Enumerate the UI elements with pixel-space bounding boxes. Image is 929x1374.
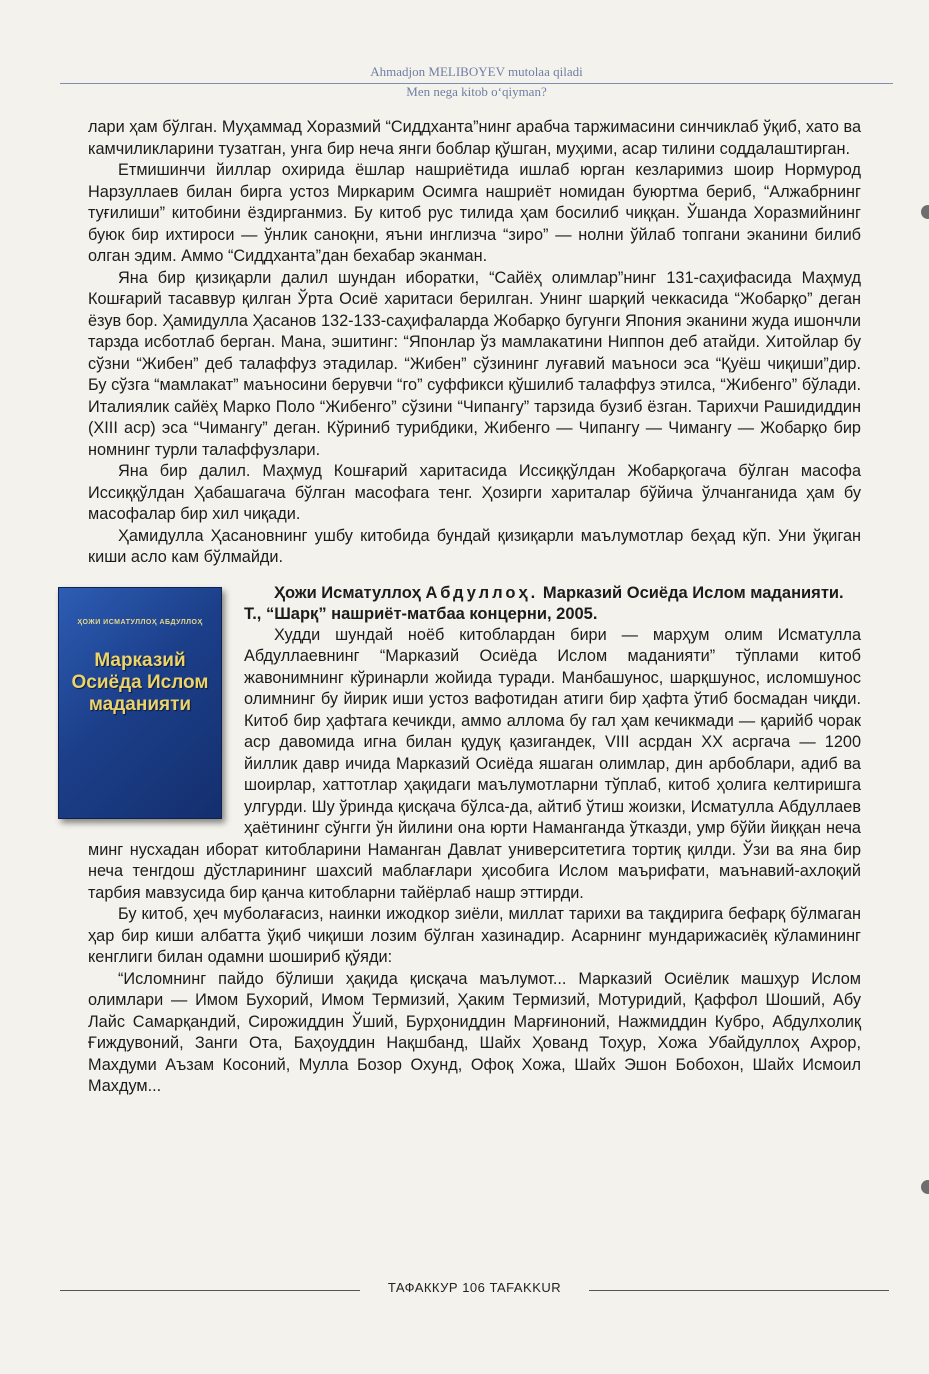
paragraph: Етмишинчи йиллар охирида ёшлар нашриётида ишлаб юрган кезларимиз шоир Нормурод Нарзуллаев билан бирга устоз Миркарим Осимга нашриёт номидан буюртма бериб, “Алжабрнинг туғилиши” китобини ёздирганмиз. Бу китоб рус тилида ҳам босилиб чиққан. Ўшанда Хоразмийнинг буюк бир ихтироси — ўнлик саноқни, яъни инглизча “зиро” — нолни ўйлаб топгани эканини билиб олган эдим. Аммо “Сиддханта”дан бехабар эканман. [88,161,861,265]
running-header [60,62,893,100]
book-cover-author: ҲОЖИ ИСМАТУЛЛОҲ АБДУЛЛОҲ [77,618,203,626]
article-body [71,117,861,1098]
book-ref-author-first: Ҳожи Исматуллоҳ [274,583,421,602]
paragraph: Худди шундай ноёб китоблардан бири — марҳум олим Исматулла Абдуллаевнинг “Марказий Осиёда Ислом маданияти” тўплами китоб жавонимнинг кўринарли жойида туради. Манбашунос, шарқшунос, исломшунос олимнинг бу йирик иши устоз вафотидан атиги бир ҳафта ўтиб босмадан чиқди. Китоб бир ҳафтага кечикди, аммо аллома бу гал ҳам кечикмади — қарийб чорак аср давомида игна билан қудуқ қазигандек, VIII асрдан XX асргача — 1200 йиллик давр ичида Марказий Осиёда яшаган олимлар, дин арбоблари, адиб ва шоирлар, хаттотлар ҳақидаги маълумотларни тўплаб, китоб ҳолига келтиришга улгурди. Шу ўринда қисқача бўлса-да, айтиб ўтиш жоизки, Исматулла Абдуллаев ҳаётининг сўнгги ўн йилини она юрти Наманганда ўтказди, умр бўйи йиққан неча минг нусхадан иборат китобларини Наманган Давлат университетига тортиқ қилди. Ўзи ва яна бир неча тенгдош дўстларининг шахсий маблағлари ҳисобига Ислом маърифати, маънавий-ахлоқий тарбия мавзусида бир қанча китобларни тайёрлаб нашр эттирди. [88,625,861,902]
header-title-line: Men nega kitob o‘qiyman? [406,84,547,99]
book-ref-author-last: Абдуллоҳ. [425,583,539,602]
paragraph: Яна бир далил. Маҳмуд Кошғарий харитасида Иссиққўлдан Жобарқогача бўлган масофа Иссиққўлдан Ҳабашагача бўлган масофага тенг. Ҳозирги хариталар бўйича ўлчанганида ҳам бу масофалар бир хил чиқади. [88,462,861,523]
paragraph: Бу китоб, ҳеч муболағасиз, наинки ижодкор зиёли, миллат тарихи ва тақдирига бефарқ бўлмаган ҳар бир киши албатта ўқиб чиқиши лозим бўлган хазинадир. Асарнинг мундарижасиёқ кўламининг кенглиги билан одамни шошириб қўяди: [88,905,861,966]
footer-page-number: ТАФАККУР 106 TAFAKKUR [387,1280,562,1295]
book-review-section [71,583,861,1098]
binder-hole [921,1180,929,1194]
book-cover-image [58,587,222,819]
paragraph: Яна бир қизиқарли далил шундан иборатки, “Сайёҳ олимлар”нинг 131-саҳифасида Маҳмуд Кошғарий тасаввур қилган Ўрта Осиё харитаси берилган. Унинг шарқий чеккасида “Жобарқо” деган ёзув бор. Ҳамидулла Ҳасанов 132-133-саҳифаларда Жобарқо бугунги Япония эканини жуда ишончли тарзда исботлаб берган. Мана, эшитинг: “Японлар ўз мамлакатини Ниппон деб атайди. Хитойлар бу сўзни “Жибен” деб талаффуз этадилар. “Жибен” сўзининг луғавий маъноси эса “Қуёш чиқиши”дир. Бу сўзга “мамлакат” маъносини берувчи “го” суффикси қўшилиб талаффуз этилса, “Жибенго” бўлади. Италиялик сайёҳ Марко Поло “Жибенго” сўзини “Чипангу” тарзида бузиб ёзган. Тарихчи Рашидиддин (XIII аср) эса “Чимангу” деган. Кўриниб турибдики, Жибенго — Чипангу — Чимангу — Жобарқо бир номнинг турли талаффузлари. [88,268,861,459]
paragraph: “Исломнинг пайдо бўлиши ҳақида қисқача маълумот... Марказий Осиёлик машҳур Ислом олимлари — Имом Бухорий, Имом Термизий, Ҳаким Термизий, Мотуридий, Қаффол Шоший, Абу Лайс Самарқандий, Сирожиддин Ўший, Бурҳониддин Марғиноний, Нажмиддин Кубро, Абдулхолиқ Ғиждувоний, Занги Ота, Баҳоуддин Нақшбанд, Шайх Ҳованд Тоҳур, Хожа Убайдуллоҳ Аҳрор, Махдуми Аъзам Косоний, Мулла Бозор Охунд, Офоқ Хожа, Шайх Эшон Бобохон, Шайх Исмоил Махдум... [88,969,861,1095]
paragraph: лари ҳам бўлган. Муҳаммад Хоразмий “Сиддханта”нинг арабча таржимасини синчиклаб ўқиб, хато ва камчиликларини тузатган, унга бир неча янги боблар қўшган, муҳими, асар тилини соддалаштирган. [88,118,861,158]
paragraph: Ҳамидулла Ҳасановнинг ушбу китобида бундай қизиқарли маълумотлар беҳад кўп. Уни ўқиган киши асло кам бўлмайди. [88,526,861,566]
page-footer [60,1280,889,1300]
book-cover-title: Марказий Осиёда Ислом маданияти [71,649,209,715]
footer-rule-right [589,1290,889,1291]
binder-hole [921,205,929,219]
header-author-line: Ahmadjon MELIBOYEV mutolaa qiladi [370,64,583,79]
book-ref-title: Марказий Осиёда Ислом маданияти. Т., “Шарқ” нашриёт-матбаа концерни, 2005. [244,583,844,623]
